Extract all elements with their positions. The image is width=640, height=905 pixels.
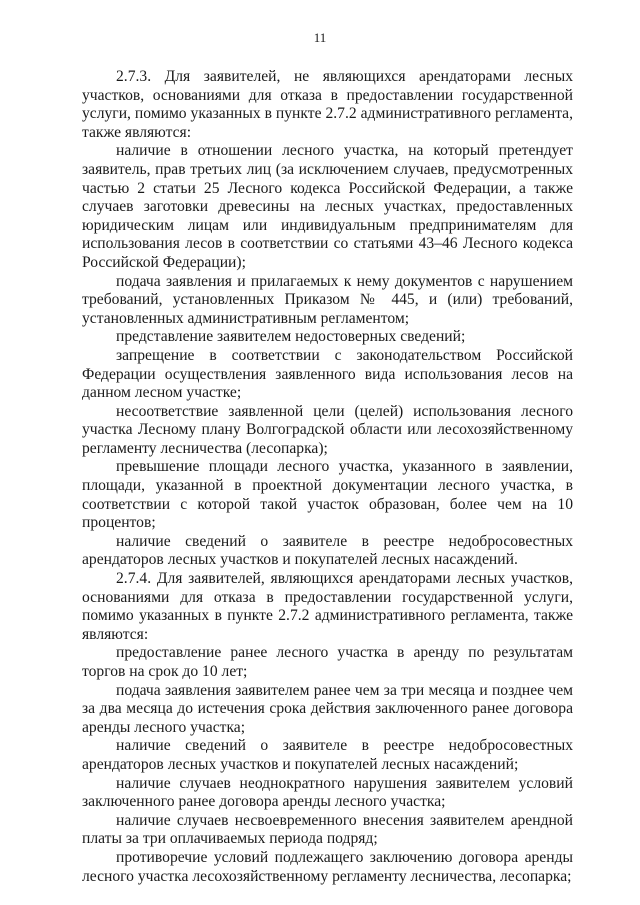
paragraph-unfair-registry: наличие сведений о заявителе в реестре недобросовестных арендаторов лесных участков и покупателей лесных насаждений. xyxy=(82,532,573,569)
paragraph-application-timing: подача заявления заявителем ранее чем за три месяца и позднее чем за два месяца до истечения срока действия заключенного ранее договора аренды лесного участка; xyxy=(82,681,573,736)
paragraph-2-7-4-intro: 2.7.4. Для заявителей, являющихся арендаторами лесных участков, основаниями для отказа в предоставлении государственной услуги, помимо указанных в пункте 2.7.2 административного регламента, также являются: xyxy=(82,570,573,643)
paragraph-use-prohibition: запрещение в соответствии с законодательством Российской Федерации осуществления заявленного вида использования лесов на данном лесном участке; xyxy=(82,346,573,402)
paragraph-third-party-rights: наличие в отношении лесного участка, на который претендует заявитель, прав третьих лиц (за исключением случаев, предусмотренных частью 2 статьи 25 Лесного кодекса Российской Федерации, а также случаев заготовки древесины на лесных участках, предоставленных юридическим лицам или индивидуальным предпринимателям для использования лесов в соответствии со статьями 43–46 Лесного кодекса Российской Федерации); xyxy=(82,142,573,271)
page-number: 11 xyxy=(313,30,327,45)
paragraph-prior-auction-lease: предоставление ранее лесного участка в аренду по результатам торгов на срок до 10 лет; xyxy=(82,644,573,680)
paragraph-regulation-conflict: противоречие условий подлежащего заключению договора аренды лесного участка лесохозяйственному регламенту лесничества, лесопарка; xyxy=(82,848,573,885)
document-body xyxy=(82,68,573,886)
paragraph-purpose-mismatch: несоответствие заявленной цели (целей) использования лесного участка Лесному плану Волгоградской области или лесохозяйственному регламенту лесничества (лесопарка); xyxy=(82,402,573,457)
paragraph-area-excess: превышение площади лесного участка, указанного в заявлении, площади, указанной в проектной документации лесного участка, в соответствии с которой такой участок образован, более чем на 10 процентов; xyxy=(82,458,573,532)
paragraph-unfair-registry-tenant: наличие сведений о заявителе в реестре недобросовестных арендаторов лесных участков и покупателей лесных насаждений; xyxy=(82,737,573,773)
paragraph-repeated-violation: наличие случаев неоднократного нарушения заявителем условий заключенного ранее договора аренды лесного участка; xyxy=(82,774,573,811)
paragraph-false-info: представление заявителем недостоверных сведений; xyxy=(116,328,466,346)
paragraph-2-7-3-intro: 2.7.3. Для заявителей, не являющихся арендаторами лесных участков, основаниями для отказа в предоставлении государственной услуги, помимо указанных в пункте 2.7.2 административного регламента, также являются: xyxy=(82,68,573,141)
paragraph-late-payment: наличие случаев несвоевременного внесения заявителем арендной платы за три оплачиваемых периода подряд; xyxy=(82,811,573,848)
paragraph-submission-violation: подача заявления и прилагаемых к нему документов с нарушением требований, установленных Приказом № 445, и (или) требований, установленных административным регламентом; xyxy=(82,272,573,327)
